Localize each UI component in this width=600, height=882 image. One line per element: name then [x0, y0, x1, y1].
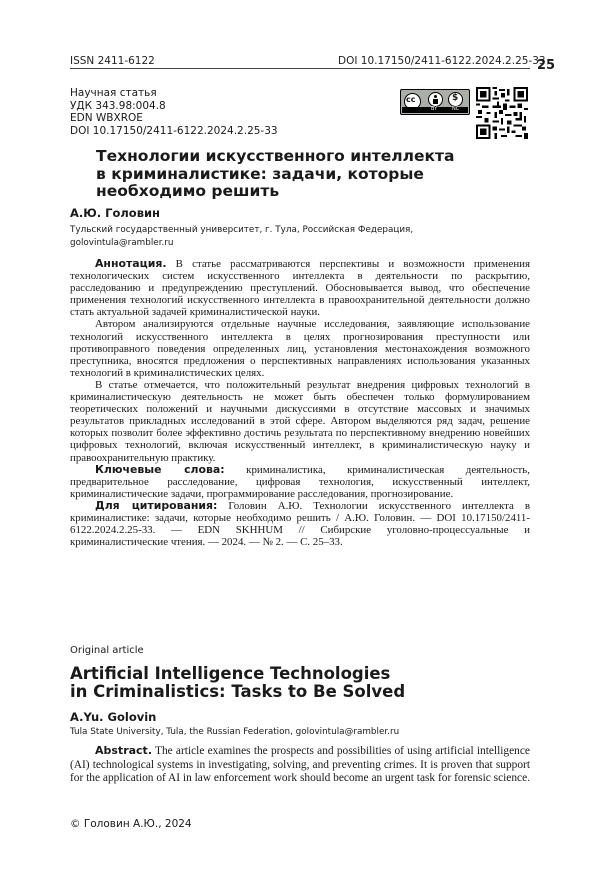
page-number: 25 — [537, 58, 556, 73]
author-ru: А.Ю. Головин — [70, 206, 160, 220]
affiliation-ru: Тульский государственный университет, г. Тула, Российская Федерация, golovintula@rambler.ru — [70, 224, 530, 250]
citation-label: Для цитирования: — [95, 498, 218, 512]
issn: ISSN 2411-6122 — [70, 55, 155, 67]
udc: УДК 343.98:004.8 — [70, 99, 166, 112]
header-doi: DOI 10.17150/2411-6122.2024.2.25-33 — [338, 55, 546, 67]
keywords-paragraph: Ключевые слова: криминалистика, криминалистическая деятельность, предварительное расследование, цифровая технология, искусственный интеллект, криминалистические задачи, программирование расследования, прогнозирование. — [70, 462, 530, 500]
affiliation-en: Tula State University, Tula, the Russian Federation, golovintula@rambler.ru — [70, 727, 400, 737]
cc-circle-icon: cc — [404, 93, 421, 110]
author-email-link[interactable]: golovintula@rambler.ru — [70, 238, 174, 248]
article-title-ru — [96, 148, 516, 201]
header-rule — [70, 68, 530, 69]
title-line: в криминалистике: задачи, которые — [96, 164, 424, 183]
abstract-ru — [70, 258, 530, 548]
cc-by-nc-license-icon[interactable] — [400, 89, 470, 115]
abstract-label: Аннотация. — [95, 257, 167, 270]
article-meta — [70, 87, 278, 137]
abstract-en: Abstract. The article examines the prospects and possibilities of using artificial intelligence (AI) technological systems in investigating, solving, and preventing crimes. It is proven that support for the application of AI in law enforcement work should become an urgent task for forensic science. — [70, 744, 531, 785]
no-commercial-icon: $ — [448, 92, 463, 107]
person-icon — [428, 92, 443, 107]
citation-paragraph: Для цитирования: Головин А.Ю. Технологии искусственного интеллекта в криминалистике: задачи, которые необходимо решить / А.Ю. Головин. — DOI 10.17150/2411-6122.2024.2.25-33. — EDN SKHHUM // Сибирские уголовно-процессуальные и криминалистические чтения. — 2024. — № 2. — С. 25–33. — [70, 498, 530, 549]
abstract-paragraph: Аннотация. В статье рассматриваются перспективы и возможности применения технологических систем искусственного интеллекта в деятельности по раскрытию, расследованию и предупреждению преступлений. Обосновывается вывод, что обеспечение применения технологий искусственного интеллекта в правоохранительной деятельности должно стать актуальной задачей криминалистической науки. — [70, 257, 530, 319]
keywords-label: Ключевые слова: — [95, 462, 225, 476]
author-en: A.Yu. Golovin — [70, 710, 157, 724]
abstract-paragraph: В статье отмечается, что положительный результат внедрения цифровых технологий в криминалистическую деятельность не может быть обеспечен только формулированием теоретических положений и научными дискуссиями в отсутствие массовых и значимых результатов прикладных исследований в этой сфере. Автором выделяются ряд задач, решение которых позволит более эффективно достичь результата по перспективному внедрению новейших цифровых технологий, включая искусственный интеллект, в криминалистическую науку и правоохранительную практику. — [70, 378, 530, 464]
abstract-label-en: Abstract. — [95, 744, 152, 757]
article-type: Научная статья — [70, 87, 157, 99]
edn: EDN WBXROE — [70, 112, 143, 124]
doi: DOI 10.17150/2411-6122.2024.2.25-33 — [70, 124, 278, 137]
article-title-en: Artificial Intelligence Technologies in Criminalistics: Tasks to Be Solved — [70, 664, 406, 701]
license-label-bar: BY NC — [402, 107, 468, 113]
title-line: необходимо решить — [96, 182, 280, 200]
copyright: © Головин А.Ю., 2024 — [70, 818, 192, 830]
abstract-paragraph: Автором анализируются отдельные научные исследования, заявляющие использование технологий искусственного интеллекта в целях прогнозирования преступности или противоправного поведения определенных лиц, установления местонахождения возможного преступника, вносятся предложения о перспективных направлениях использования указанных технологий в криминалистических целях. — [70, 318, 530, 379]
title-line: Технологии искусственного интеллекта — [96, 147, 455, 165]
article-type-en: Original article — [70, 645, 144, 656]
qr-code-icon[interactable] — [476, 87, 528, 139]
